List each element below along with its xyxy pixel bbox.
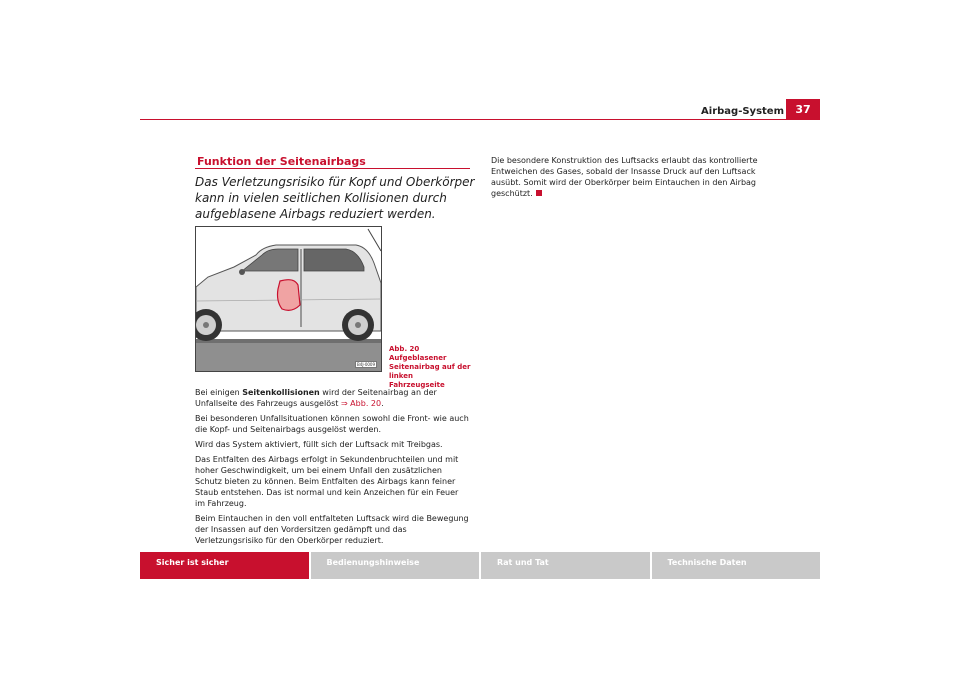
footer-tab-bedienungshinweise[interactable]: Bedienungshinweise [311,552,480,579]
header-rule [140,119,820,120]
figure-reference-link[interactable]: ⇒ Abb. 20 [340,399,382,408]
caption-line: Seitenairbag auf der [389,363,471,371]
caption-line: Abb. 20 Aufgeblasener [389,345,447,362]
ground-shadow [196,339,381,371]
paragraph: Wird das System aktiviert, füllt sich der Luftsack mit Treibgas. [195,440,443,449]
figure-car-side-airbag [195,226,382,372]
running-header-title: Airbag-System [701,106,784,117]
section-heading: Funktion der Seitenairbags [197,155,366,168]
body-text-right [491,155,771,203]
footer-tab-rat-und-tat[interactable]: Rat und Tat [481,552,650,579]
paragraph: Die besondere Konstruktion des Luftsacks erlaubt das kontrollierte Entweichen des Gases, sobald der Insasse Druck auf den Luftsack ausübt. Somit wird der Oberkörper beim Eintauchen in den Airbag geschützt. [491,156,758,198]
caption-line: linken Fahrzeugseite [389,372,445,389]
paragraph: Bei besonderen Unfallsituationen können sowohl die Front- wie auch die Kopf- und Seitenairbags ausgelöst werden. [195,414,469,434]
side-airbag [278,280,301,311]
footer-tab-sicher-ist-sicher[interactable]: Sicher ist sicher [140,552,309,579]
footer-navigation [140,552,820,579]
section-end-marker [536,190,542,196]
car-illustration [196,227,381,371]
section-intro: Das Verletzungsrisiko für Kopf und Oberkörper kann in vielen seitlichen Kollisionen durch aufgeblasene Airbags reduziert werden. [195,175,475,221]
paragraph: Das Entfalten des Airbags erfolgt in Sekundenbruchteilen und mit hoher Geschwindigkeit, um bei einem Unfall den zusätzlichen Schutz bieten zu können. Beim Entfalten des Airbags kann feiner Staub entstehen. Das ist normal und kein Anzeichen für ein Feuer im Fahrzeug. [195,455,459,508]
footer-tab-technische-daten[interactable]: Technische Daten [652,552,821,579]
paragraph: Bei einigen Seitenkollisionen wird der Seitenairbag an der Unfallseite des Fahrzeugs ausgelöst ⇒ Abb. 20. [195,388,437,408]
body-text-left [195,387,470,550]
figure-caption [389,345,471,390]
heading-rule [195,168,470,169]
paragraph: Beim Eintauchen in den voll entfalteten Luftsack wird die Bewegung der Insassen auf den Vordersitzen gedämpft und das Verletzungsrisiko für den Oberkörper reduziert. [195,514,469,545]
figure-code: B4J-0009 [357,362,375,367]
page-number: 37 [786,99,820,119]
